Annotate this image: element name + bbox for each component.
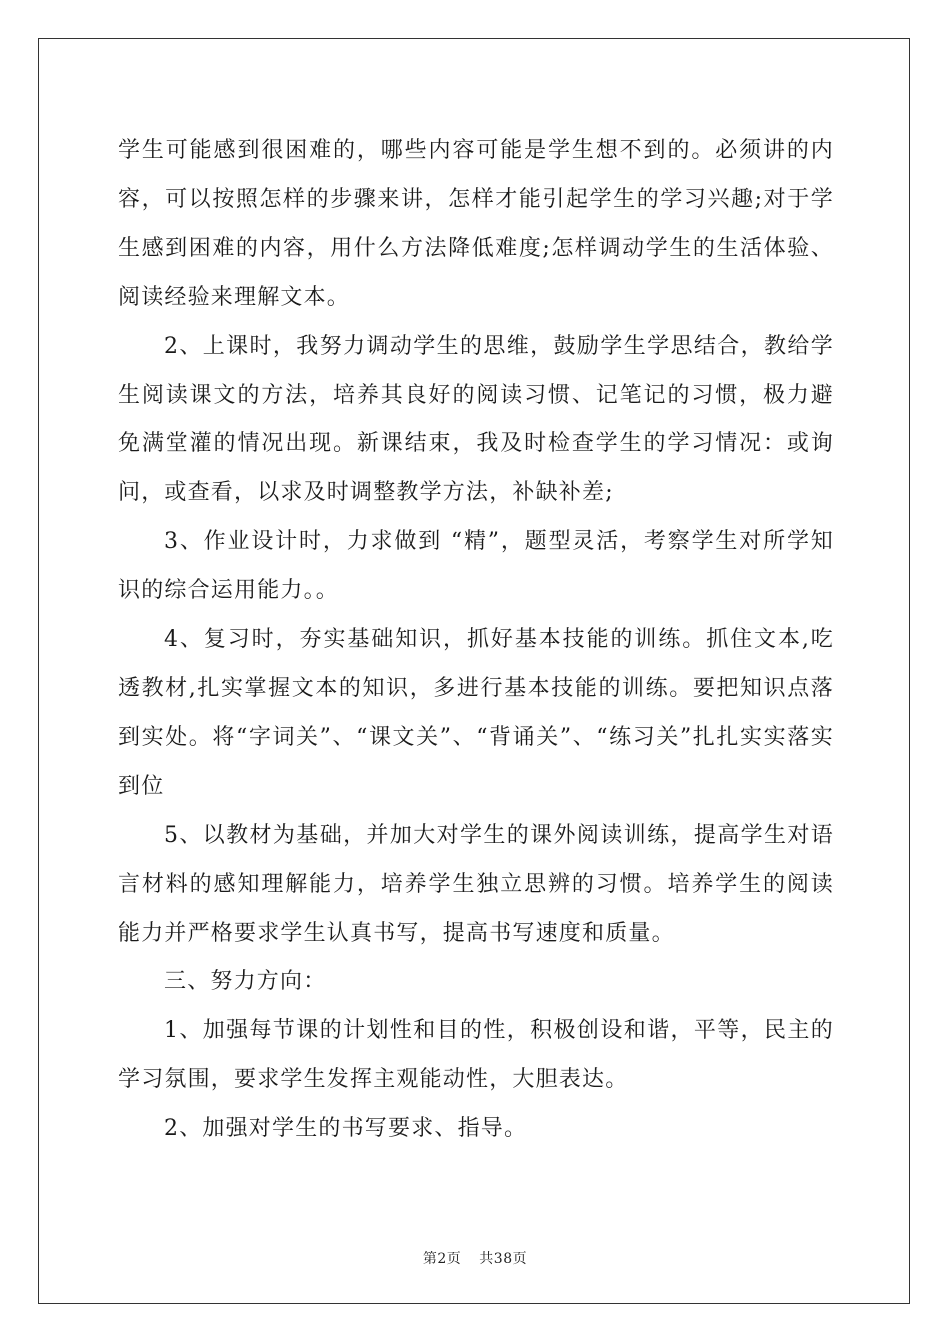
paragraph-continuation: 学生可能感到很困难的，哪些内容可能是学生想不到的。必须讲的内容，可以按照怎样的步骤来讲，怎样才能引起学生的学习兴趣;对于学生感到困难的内容，用什么方法降低难度;怎样调动学生的生活体验、阅读经验来理解文本。 <box>118 138 834 310</box>
paragraph-item-5: 5、以教材为基础，并加大对学生的课外阅读训练，提高学生对语言材料的感知理解能力，培养学生独立思辨的习惯。培养学生的阅读能力并严格要求学生认真书写，提高书写速度和质量。 <box>118 822 834 946</box>
paragraph-item-2: 2、上课时，我努力调动学生的思维，鼓励学生学思结合，教给学生阅读课文的方法，培养其良好的阅读习惯、记笔记的习惯，极力避免满堂灌的情况出现。新课结束，我及时检查学生的学习情况：或询问，或查看，以求及时调整教学方法，补缺补差; <box>118 333 834 506</box>
paragraph-direction-1: 1、加强每节课的计划性和目的性，积极创设和谐，平等，民主的学习氛围，要求学生发挥主观能动性，大胆表达。 <box>118 1018 834 1093</box>
page-number: 第2页 <box>422 1251 462 1267</box>
paragraph-item-3: 3、作业设计时，力求做到 “精”，题型灵活，考察学生对所学知识的综合运用能力。。 <box>118 529 834 604</box>
section-heading: 三、努力方向： <box>164 969 327 995</box>
paragraph-item-4: 4、复习时，夯实基础知识，抓好基本技能的训练。抓住文本,吃透教材,扎实掌握文本的知识，多进行基本技能的训练。要把知识点落到实处。将“字词关”、“课文关”、“背诵关”、“练习关”扎扎实实落实到位 <box>118 627 834 799</box>
paragraph-direction-2: 2、加强对学生的书写要求、指导。 <box>164 1116 528 1142</box>
document-body <box>118 127 834 1154</box>
page-footer <box>0 1248 950 1268</box>
page-total: 共38页 <box>479 1251 528 1267</box>
